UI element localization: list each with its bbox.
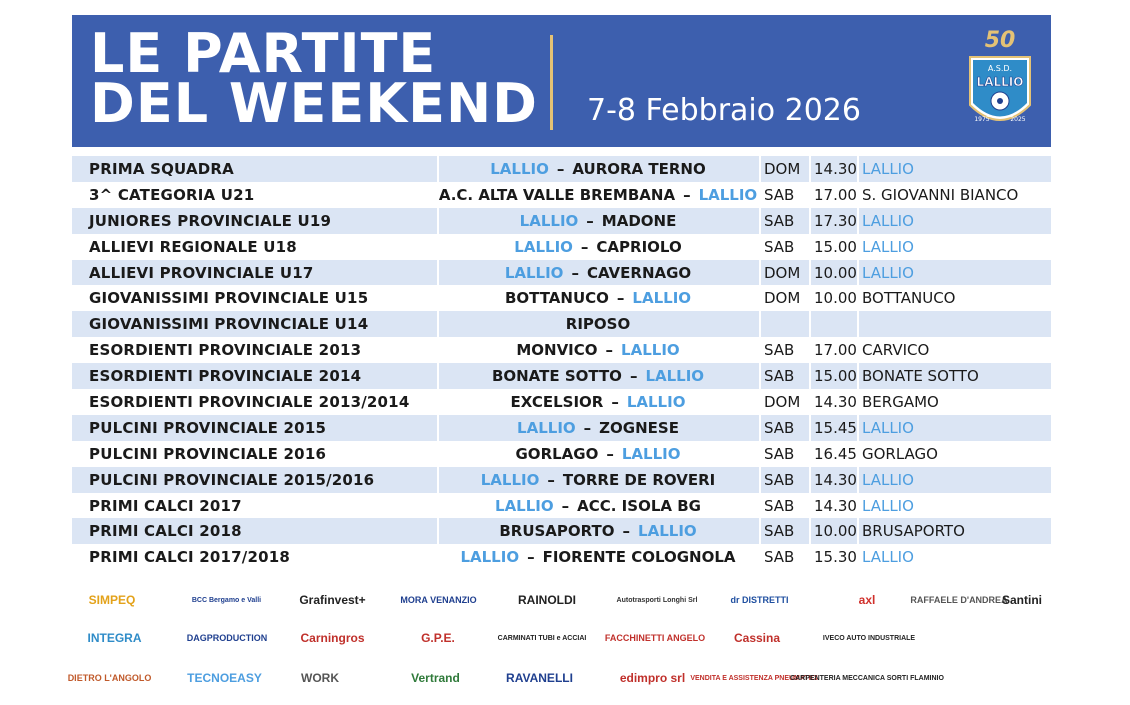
sponsor-logo: BCC Bergamo e Valli <box>191 596 262 604</box>
home-team: LALLIO <box>504 263 564 282</box>
match-day: SAB <box>764 496 795 515</box>
match-time: 14.30 <box>814 496 857 515</box>
column-separator <box>857 337 859 363</box>
column-separator <box>809 208 811 234</box>
match-row <box>72 156 1051 182</box>
column-separator <box>857 234 859 260</box>
column-separator <box>809 156 811 182</box>
sponsor-logo: DIETRO L'ANGOLO <box>67 673 152 683</box>
column-separator <box>759 389 761 415</box>
column-separator <box>809 234 811 260</box>
versus-dash: – <box>616 289 625 308</box>
match-row <box>72 544 1051 570</box>
column-separator <box>809 337 811 363</box>
logo-club-name: LALLIO <box>976 75 1024 89</box>
column-separator <box>759 441 761 467</box>
sponsor-logo: Autotrasporti Longhi Srl <box>616 596 698 604</box>
away-team: CAPRIOLO <box>596 237 682 256</box>
home-team: MONVICO <box>516 341 598 360</box>
match-row <box>72 467 1051 493</box>
match-day: SAB <box>764 470 795 489</box>
match-time: 14.30 <box>814 392 857 411</box>
match-row <box>72 363 1051 389</box>
sponsor-logo: IVECO AUTO INDUSTRIALE <box>822 634 916 642</box>
logo-year-right: 2025 <box>1010 116 1026 123</box>
column-separator <box>857 285 859 311</box>
sponsor-logo: G.P.E. <box>421 631 455 645</box>
home-team: GORLAGO <box>515 444 599 463</box>
match-venue: LALLIO <box>862 211 914 230</box>
home-team: EXCELSIOR <box>510 392 604 411</box>
column-separator <box>857 311 859 337</box>
versus-dash: – <box>605 341 614 360</box>
sponsor-logo: Vertrand <box>411 671 460 685</box>
match-day: DOM <box>764 263 801 282</box>
match-category: 3^ CATEGORIA U21 <box>89 185 255 204</box>
away-team: CAVERNAGO <box>586 263 692 282</box>
match-row <box>72 441 1051 467</box>
match-teams <box>437 393 759 411</box>
club-logo <box>960 23 1040 141</box>
title-line-2: DEL WEEKEND <box>90 72 539 135</box>
home-team: LALLIO <box>514 237 573 256</box>
match-teams <box>437 497 759 515</box>
match-row <box>72 389 1051 415</box>
sponsor-logo: RAFFAELE D'ANDREA <box>910 595 1008 605</box>
sponsor-logo: Santini <box>1002 593 1043 607</box>
match-time: 15.00 <box>814 367 857 386</box>
match-time: 15.30 <box>814 548 857 567</box>
column-separator <box>809 363 811 389</box>
match-day: DOM <box>764 289 801 308</box>
sponsor-logo: RAINOLDI <box>518 593 576 607</box>
sponsor-logo: DAGPRODUCTION <box>186 633 268 643</box>
match-teams <box>437 186 759 204</box>
match-time: 17.00 <box>814 185 857 204</box>
home-team: LALLIO <box>495 496 554 515</box>
column-separator <box>857 415 859 441</box>
home-team: LALLIO <box>517 418 576 437</box>
match-time: 17.30 <box>814 211 857 230</box>
match-teams <box>437 160 759 178</box>
match-venue: CARVICO <box>862 341 930 360</box>
sponsor-logo: WORK <box>301 671 339 685</box>
column-separator <box>759 493 761 519</box>
home-team: LALLIO <box>519 211 579 230</box>
versus-dash: – <box>547 470 555 489</box>
match-category: ESORDIENTI PROVINCIALE 2013 <box>89 341 362 360</box>
sponsor-logo: Carningros <box>300 631 365 645</box>
versus-dash: – <box>683 185 691 204</box>
sponsors-strip <box>67 580 1052 695</box>
column-separator <box>809 311 811 337</box>
versus-dash: – <box>606 444 614 463</box>
home-team: LALLIO <box>460 548 520 567</box>
column-separator <box>857 544 859 570</box>
versus-dash: – <box>586 211 594 230</box>
column-separator <box>809 182 811 208</box>
match-day: SAB <box>764 444 795 463</box>
column-separator <box>857 441 859 467</box>
match-venue: BERGAMO <box>862 392 939 411</box>
match-venue: BOTTANUCO <box>862 289 956 308</box>
column-separator <box>809 441 811 467</box>
versus-dash: – <box>611 392 619 411</box>
logo-anniversary: 50 <box>984 28 1016 53</box>
away-team: MADONE <box>601 211 677 230</box>
match-row <box>72 493 1051 519</box>
sponsor-logo: CARMINATI TUBI e ACCIAI <box>497 634 587 642</box>
match-venue: LALLIO <box>862 418 914 437</box>
match-day: SAB <box>764 418 795 437</box>
versus-dash: – <box>556 159 565 178</box>
match-row <box>72 234 1051 260</box>
sponsor-logo: INTEGRA <box>87 631 142 645</box>
sponsor-logo: SIMPEQ <box>88 593 136 607</box>
match-category: PULCINI PROVINCIALE 2015 <box>89 418 327 437</box>
sponsor-logo: Grafinvest+ <box>299 593 366 607</box>
versus-dash: – <box>561 496 570 515</box>
versus-dash: – <box>527 548 535 567</box>
column-separator <box>857 389 859 415</box>
column-separator <box>857 363 859 389</box>
match-venue: LALLIO <box>862 237 914 256</box>
match-time: 10.00 <box>814 522 857 541</box>
match-row <box>72 260 1051 286</box>
match-teams <box>437 367 759 385</box>
match-teams <box>437 445 759 463</box>
matches-table <box>72 156 1051 570</box>
match-venue: LALLIO <box>862 470 914 489</box>
match-category: GIOVANISSIMI PROVINCIALE U15 <box>89 289 369 308</box>
match-teams <box>437 264 759 282</box>
away-team: LALLIO <box>621 444 681 463</box>
column-separator <box>809 415 811 441</box>
home-team: BRUSAPORTO <box>499 522 615 541</box>
away-team: LALLIO <box>621 341 680 360</box>
match-time: 14.30 <box>814 159 857 178</box>
match-venue: LALLIO <box>862 548 914 567</box>
column-separator <box>759 234 761 260</box>
match-category: PRIMI CALCI 2018 <box>89 522 242 541</box>
logo-asd: A.S.D. <box>987 64 1013 73</box>
versus-dash: – <box>580 237 589 256</box>
column-separator <box>759 363 761 389</box>
match-category: PRIMI CALCI 2017/2018 <box>89 548 291 567</box>
match-venue: S. GIOVANNI BIANCO <box>862 185 1019 204</box>
away-team: LALLIO <box>645 367 705 386</box>
match-day: DOM <box>764 159 801 178</box>
match-category: PRIMI CALCI 2017 <box>89 496 242 515</box>
column-separator <box>857 260 859 286</box>
match-category: ALLIEVI PROVINCIALE U17 <box>89 263 314 282</box>
match-day: SAB <box>764 522 795 541</box>
column-separator <box>857 156 859 182</box>
away-team: ACC. ISOLA BG <box>577 496 701 515</box>
match-day: SAB <box>764 211 795 230</box>
match-row <box>72 311 1051 337</box>
column-separator <box>857 518 859 544</box>
match-teams <box>437 522 759 540</box>
sponsor-logo: VENDITA E ASSISTENZA PNEUMATICI <box>690 674 818 682</box>
column-separator <box>809 260 811 286</box>
home-team: LALLIO <box>490 159 549 178</box>
match-category: GIOVANISSIMI PROVINCIALE U14 <box>89 315 369 334</box>
versus-dash: – <box>583 418 592 437</box>
match-row <box>72 285 1051 311</box>
match-time: 10.00 <box>814 289 857 308</box>
column-separator <box>759 544 761 570</box>
sponsor-logo: RAVANELLI <box>506 671 573 685</box>
event-date: 7-8 Febbraio 2026 <box>587 93 861 128</box>
home-team: LALLIO <box>480 470 540 489</box>
title-line-1: LE PARTITE <box>90 22 437 85</box>
match-time: 10.00 <box>814 263 857 282</box>
match-teams <box>437 315 759 333</box>
away-team: FIORENTE COLOGNOLA <box>542 548 736 567</box>
sponsor-logo: axl <box>858 593 876 607</box>
match-day: SAB <box>764 341 795 360</box>
match-teams <box>437 548 759 566</box>
sponsor-logo: Cassina <box>733 631 781 645</box>
match-venue: BONATE SOTTO <box>862 367 979 386</box>
column-separator <box>759 518 761 544</box>
column-separator <box>759 208 761 234</box>
match-venue: GORLAGO <box>862 444 938 463</box>
match-category: ESORDIENTI PROVINCIALE 2013/2014 <box>89 392 410 411</box>
column-separator <box>857 493 859 519</box>
match-day: SAB <box>764 185 795 204</box>
column-separator <box>809 544 811 570</box>
page-title <box>90 22 539 135</box>
home-team: BOTTANUCO <box>504 289 609 308</box>
title-divider <box>550 35 553 130</box>
away-team: ZOGNESE <box>599 418 679 437</box>
sponsor-logo: TECNOEASY <box>187 671 262 685</box>
column-separator <box>759 156 761 182</box>
column-separator <box>809 285 811 311</box>
column-separator <box>759 182 761 208</box>
match-teams <box>437 289 759 307</box>
column-separator <box>759 337 761 363</box>
match-day: SAB <box>764 367 795 386</box>
versus-dash: – <box>622 522 631 541</box>
sponsor-logo: MORA VENANZIO <box>400 595 477 605</box>
match-time: 15.45 <box>814 418 857 437</box>
match-day: DOM <box>764 392 801 411</box>
column-separator <box>857 208 859 234</box>
column-separator <box>809 518 811 544</box>
match-category: ESORDIENTI PROVINCIALE 2014 <box>89 367 362 386</box>
match-row <box>72 208 1051 234</box>
match-time: 14.30 <box>814 470 857 489</box>
match-row <box>72 518 1051 544</box>
column-separator <box>759 285 761 311</box>
away-team: LALLIO <box>638 522 697 541</box>
column-separator <box>759 415 761 441</box>
versus-dash: – <box>629 367 638 386</box>
away-team: LALLIO <box>698 185 758 204</box>
match-venue: LALLIO <box>862 496 914 515</box>
match-day: SAB <box>764 548 795 567</box>
column-separator <box>809 467 811 493</box>
column-separator <box>759 260 761 286</box>
away-team: TORRE DE ROVERI <box>562 470 716 489</box>
home-team: RIPOSO <box>565 315 631 334</box>
home-team: BONATE SOTTO <box>491 367 622 386</box>
home-team: A.C. ALTA VALLE BREMBANA <box>438 185 676 204</box>
sponsor-logo: edimpro srl <box>619 671 686 685</box>
column-separator <box>809 493 811 519</box>
away-team: LALLIO <box>632 289 692 308</box>
match-category: JUNIORES PROVINCIALE U19 <box>89 211 332 230</box>
match-category: PULCINI PROVINCIALE 2015/2016 <box>89 470 375 489</box>
versus-dash: – <box>571 263 579 282</box>
away-team: AURORA TERNO <box>572 159 706 178</box>
match-row <box>72 182 1051 208</box>
match-category: PRIMA SQUADRA <box>89 159 234 178</box>
match-time: 16.45 <box>814 444 857 463</box>
match-teams <box>437 471 759 489</box>
match-teams <box>437 341 759 359</box>
away-team: LALLIO <box>626 392 686 411</box>
match-venue: LALLIO <box>862 263 914 282</box>
column-separator <box>759 311 761 337</box>
match-venue: BRUSAPORTO <box>862 522 965 541</box>
column-separator <box>857 182 859 208</box>
match-teams <box>437 212 759 230</box>
match-category: PULCINI PROVINCIALE 2016 <box>89 444 327 463</box>
match-time: 17.00 <box>814 341 857 360</box>
match-time: 15.00 <box>814 237 857 256</box>
sponsor-logo: dr DISTRETTI <box>730 595 789 605</box>
match-row <box>72 337 1051 363</box>
match-day: SAB <box>764 237 795 256</box>
column-separator <box>857 467 859 493</box>
match-teams <box>437 419 759 437</box>
column-separator <box>809 389 811 415</box>
column-separator <box>759 467 761 493</box>
sponsor-logo: CARPENTERIA MECCANICA SORTI FLAMINIO <box>790 674 944 682</box>
header-banner <box>72 15 1051 147</box>
match-category: ALLIEVI REGIONALE U18 <box>89 237 297 256</box>
sponsor-logo: FACCHINETTI ANGELO <box>604 633 706 643</box>
match-row <box>72 415 1051 441</box>
logo-year-left: 1975 <box>974 116 990 123</box>
match-venue: LALLIO <box>862 159 914 178</box>
match-teams <box>437 238 759 256</box>
